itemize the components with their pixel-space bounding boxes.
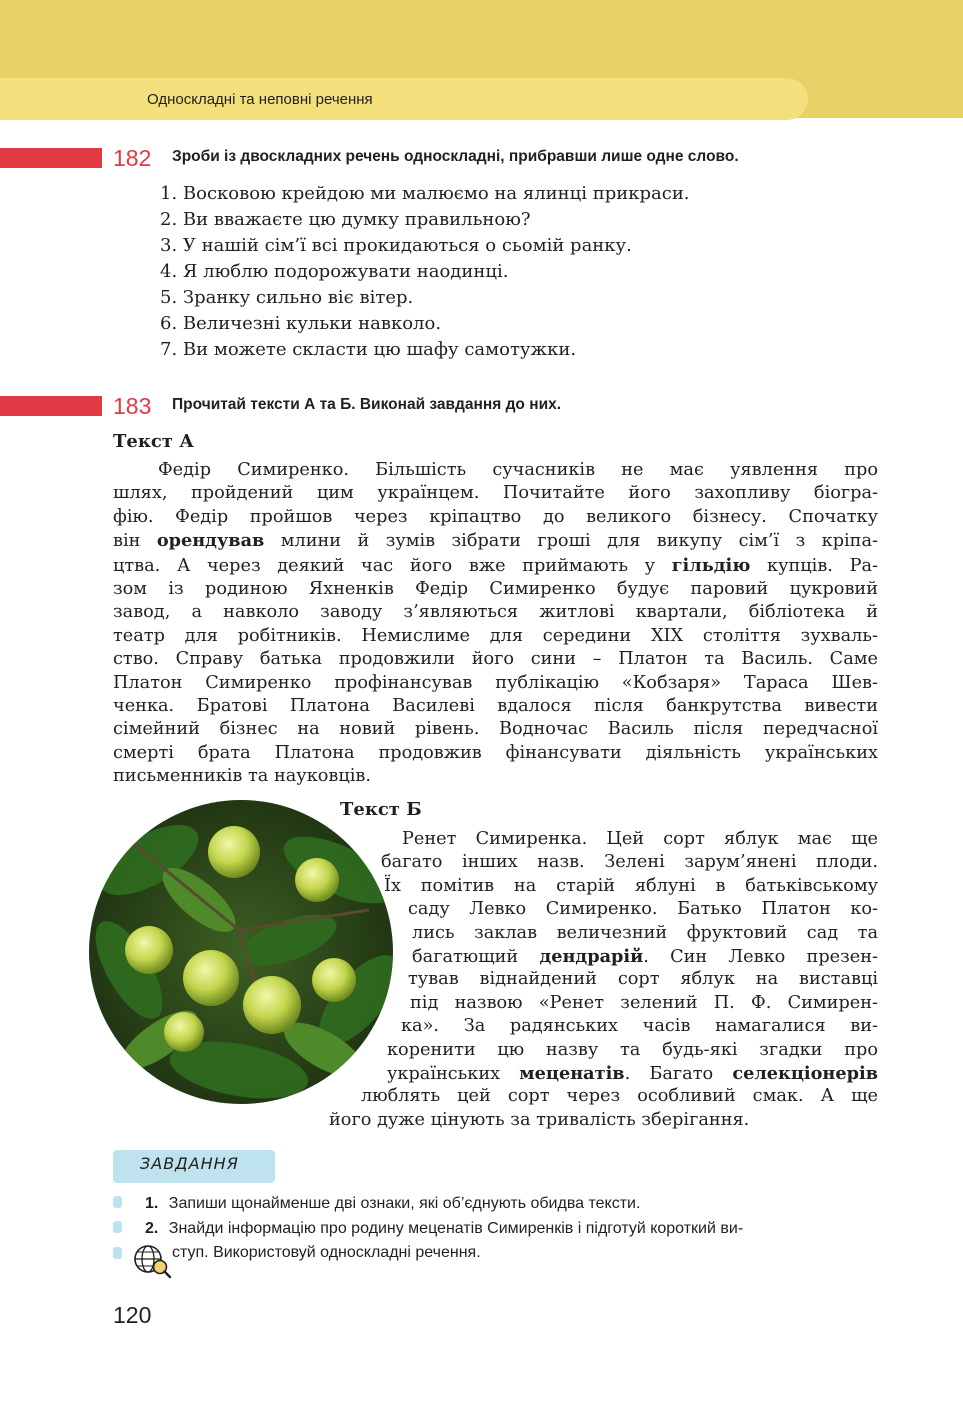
text-a-heading: Текст А — [113, 431, 194, 452]
list-item: 3. У нашій сім’ї всі прокидаються о сьомій ранку. — [160, 235, 632, 256]
globe-search-icon — [132, 1243, 174, 1279]
text-segment: цтва. А через деякий час його вже приймають у — [113, 555, 672, 576]
text-line — [412, 946, 878, 967]
text-line: смерті брата Платона продовжив фінансувати діяльність українських — [113, 742, 878, 763]
exercise-marker-bar — [0, 396, 102, 416]
text-line — [113, 529, 878, 553]
task-item-1 — [145, 1195, 640, 1213]
list-item: 6. Величезні кульки навколо. — [160, 313, 442, 334]
bold-term: орендував — [156, 530, 265, 552]
text-segment: він — [113, 531, 157, 552]
text-line: фію. Федір пройшов через кріпацтво до великого бізнесу. Спочатку — [113, 506, 878, 527]
apples-illustration — [89, 800, 393, 1104]
task-bullet — [113, 1221, 122, 1233]
text-line: Федір Симиренко. Більшість сучасників не має уявлення про — [158, 460, 878, 480]
text-line: театр для робітників. Немислиме для середини XIX століття зухваль- — [113, 625, 878, 646]
text-segment: млини й зумів зібрати гроші для викупу сім’ї з кріпа- — [264, 531, 878, 552]
text-line: коренити цю назву та будь-які згадки про — [387, 1039, 878, 1060]
task-text: Знайди інформацію про родину меценатів Симиренків і підготуй короткий ви- — [168, 1220, 744, 1237]
task-label: ЗАВДАННЯ — [140, 1154, 239, 1173]
text-line: ченка. Братові Платона Василеві вдалося після банкрутства вивести — [113, 696, 878, 717]
text-line: зом із родиною Яхненків Федір Симиренко будує паровий цукровий — [113, 579, 878, 600]
list-item: 7. Ви можете скласти цю шафу самотужки. — [160, 339, 577, 360]
text-line: тував віднайдений сорт яблук на виставці — [408, 969, 878, 990]
text-line: Їх помітив на старій яблуні в батьківському — [384, 875, 878, 896]
exercise-number: 183 — [113, 393, 152, 419]
apple-photo — [89, 800, 393, 1104]
bold-term: дендрарій — [539, 946, 644, 967]
text-line — [113, 554, 878, 578]
text-line: завод, а навколо заводу з’являються житлові квартали, бібліотека й — [113, 602, 878, 623]
text-line: сімейний бізнес на новий рівень. Водночас Василь після передчасної — [113, 719, 878, 740]
bold-term: селекціонерів — [732, 1063, 878, 1084]
exercise-marker-bar — [0, 148, 102, 168]
text-line: люблять цей сорт через особливий смак. А ще — [361, 1086, 878, 1107]
text-line: шлях, пройдений цим українцем. Почитайте його захопливу біогра- — [113, 483, 878, 504]
sentence-list — [160, 181, 690, 363]
text-segment: . Багато — [624, 1064, 733, 1084]
text-a-body — [113, 459, 878, 789]
bold-term: гільдію — [671, 554, 751, 576]
list-item: 1. Восковою крейдою ми малюємо на ялинці прикраси. — [160, 183, 690, 204]
text-line: ка». За радянських часів намагалися ви- — [401, 1016, 878, 1037]
text-line — [387, 1063, 878, 1084]
task-item-2 — [145, 1220, 743, 1238]
text-line: лись заклав величезний фруктовий сад та — [412, 922, 878, 943]
task-bullet — [113, 1196, 122, 1208]
text-line: Платон Симиренко профінансував публікацію «Кобзаря» Тараса Шев- — [113, 672, 878, 693]
section-title: Односкладні та неповні речення — [147, 91, 373, 108]
exercise-number: 182 — [113, 145, 152, 171]
task-bullet — [113, 1247, 122, 1259]
header-tab — [0, 78, 808, 120]
bold-term: меценатів — [519, 1063, 625, 1084]
exercise-task: Прочитай тексти А та Б. Виконай завдання до них. — [172, 396, 562, 413]
text-line: ство. Справу батька продовжили його сини – Платон та Василь. Саме — [113, 649, 878, 670]
text-line: Ренет Симиренка. Цей сорт яблук має ще — [402, 829, 878, 849]
text-line: саду Левко Симиренко. Батько Платон ко- — [408, 899, 878, 920]
list-item: 2. Ви вважаєте цю думку правильною? — [160, 209, 531, 230]
list-item: 5. Зранку сильно віє вітер. — [160, 287, 414, 308]
task-number: 1. — [145, 1195, 159, 1212]
list-item: 4. Я люблю подорожувати наодинці. — [160, 261, 509, 282]
text-line: письменників та науковців. — [113, 766, 371, 787]
page-number: 120 — [113, 1302, 152, 1328]
text-segment: багатющий — [412, 947, 540, 967]
text-line: багато інших назв. Зелені зарум’янені плоди. — [381, 852, 878, 873]
exercise-task: Зроби із двоскладних речень односкладні, прибравши лише одне слово. — [172, 148, 739, 165]
text-line: його дуже цінують за тривалість зберігання. — [329, 1109, 750, 1130]
text-segment: . Син Левко презен- — [643, 947, 878, 967]
text-line: під назвою «Ренет зелений П. Ф. Симирен- — [410, 992, 878, 1013]
text-segment: українських — [387, 1064, 520, 1084]
text-b-heading: Текст Б — [340, 799, 422, 820]
task-item-2-continued: ступ. Використовуй односкладні речення. — [172, 1244, 481, 1261]
task-number: 2. — [145, 1220, 159, 1237]
text-segment: купців. Ра- — [750, 555, 878, 576]
task-text: Запиши щонайменше дві ознаки, які об’єднують обидва тексти. — [168, 1195, 641, 1212]
